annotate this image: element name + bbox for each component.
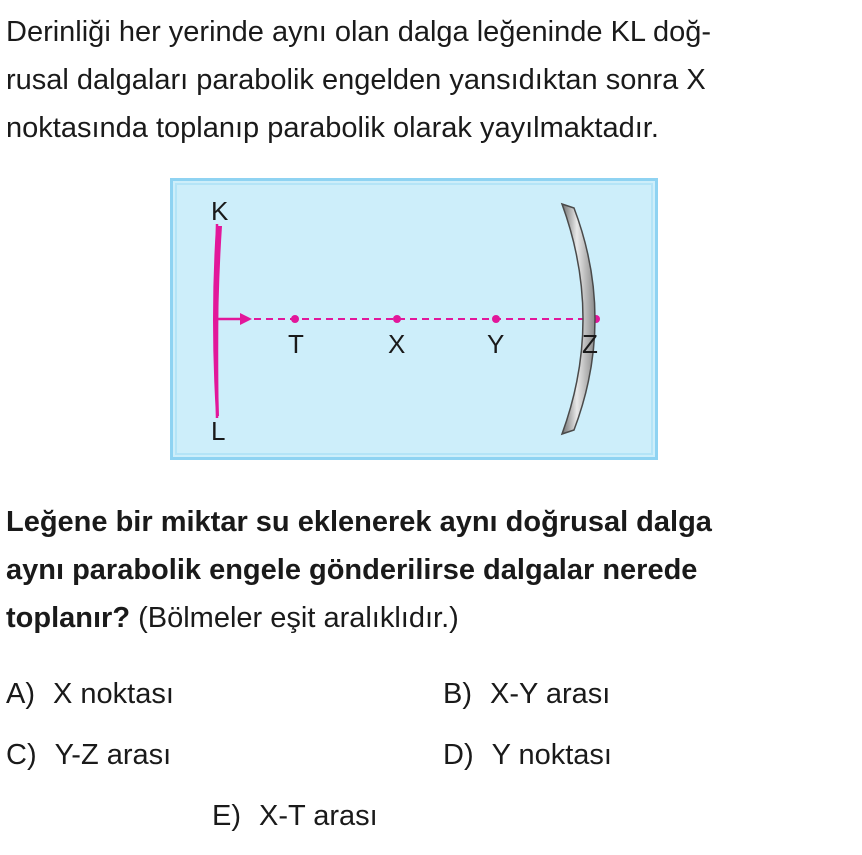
option-a[interactable]: [6, 676, 174, 712]
intro-paragraph: [6, 8, 856, 152]
ripple-tank-diagram: [170, 178, 658, 460]
question-text: [6, 498, 856, 642]
option-c[interactable]: [6, 737, 171, 773]
ripple-tank-figure: [170, 178, 658, 460]
point-y: [492, 315, 500, 323]
question-note: (Bölmeler eşit aralıklıdır.): [138, 602, 459, 634]
option-d[interactable]: [443, 737, 612, 773]
option-b-text: X-Y arası: [490, 678, 611, 710]
option-b-letter: B): [443, 678, 472, 710]
option-a-text: X noktası: [53, 678, 174, 710]
intro-line-2: rusal dalgaları parabolik engelden yansıdıktan sonra X: [6, 64, 706, 96]
option-d-letter: D): [443, 739, 474, 771]
question-line-2: aynı parabolik engele gönderilirse dalgalar nerede: [6, 554, 698, 586]
label-t: T: [288, 329, 304, 359]
label-y: Y: [487, 329, 505, 359]
intro-line-1: Derinliği her yerinde aynı olan dalga leğeninde KL doğ-: [6, 16, 712, 48]
label-z: Z: [582, 329, 598, 359]
question-line-3: toplanır?: [6, 602, 131, 634]
option-d-text: Y noktası: [491, 739, 612, 771]
label-l: L: [211, 416, 226, 446]
option-c-text: Y-Z arası: [54, 739, 172, 771]
point-x: [393, 315, 401, 323]
label-x: X: [388, 329, 406, 359]
option-c-letter: C): [6, 739, 37, 771]
option-e-text: X-T arası: [259, 800, 378, 832]
option-b[interactable]: [443, 676, 610, 712]
question-line-1: Leğene bir miktar su eklenerek aynı doğrusal dalga: [6, 506, 712, 538]
option-e-letter: E): [212, 800, 241, 832]
option-e[interactable]: [212, 798, 378, 834]
intro-line-3: noktasında toplanıp parabolik olarak yayılmaktadır.: [6, 112, 659, 144]
point-t: [291, 315, 299, 323]
option-a-letter: A): [6, 678, 35, 710]
label-k: K: [211, 196, 229, 226]
